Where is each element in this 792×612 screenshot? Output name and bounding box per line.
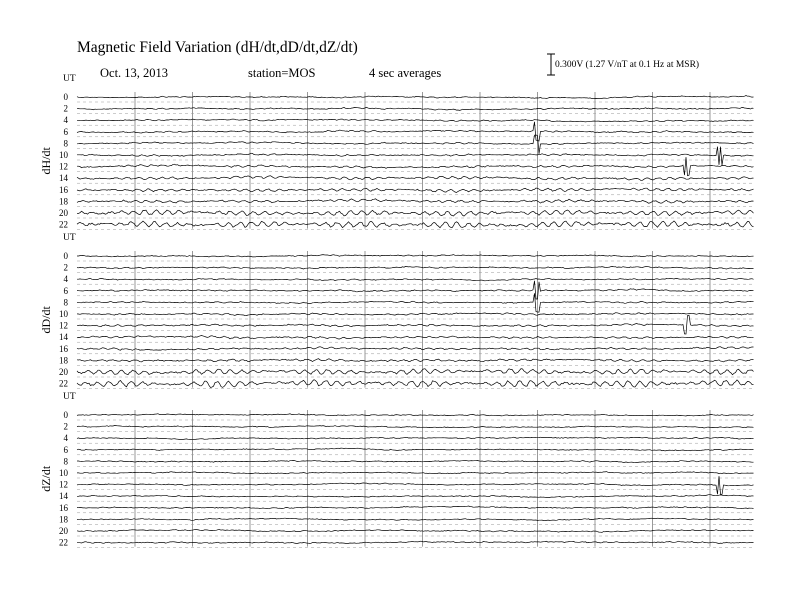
- date-label: Oct. 13, 2013: [100, 66, 169, 80]
- hour-tick-label: 14: [59, 491, 68, 502]
- trace-line: [77, 414, 754, 416]
- page-title: Magnetic Field Variation (dH/dt,dD/dt,dZ/dt): [77, 39, 358, 56]
- trace-line: [77, 199, 754, 203]
- trace-line: [77, 495, 754, 498]
- hour-tick-label: 8: [63, 138, 68, 149]
- hour-tick-label: 6: [63, 444, 68, 455]
- trace-line: [77, 147, 754, 166]
- hour-tick-label: 12: [59, 161, 68, 172]
- time-axis-label: UT: [63, 74, 76, 84]
- trace-line: [77, 448, 754, 451]
- hour-tick-label: 16: [59, 502, 68, 513]
- hour-tick-label: 0: [63, 92, 68, 102]
- hour-tick-label: 14: [59, 332, 68, 343]
- hour-tick-label: 0: [63, 410, 68, 420]
- hour-tick-label: 22: [59, 378, 68, 389]
- hour-tick-label: 18: [59, 514, 68, 525]
- trace-line: [77, 221, 754, 228]
- trace-line: [77, 210, 754, 216]
- trace-line: [77, 135, 754, 154]
- hour-tick-label: 20: [59, 526, 68, 536]
- scale-bar-label: 0.300V (1.27 V/nT at 0.1 Hz at MSR): [555, 60, 700, 70]
- trace-line: [77, 119, 754, 122]
- hour-tick-label: 20: [59, 208, 68, 218]
- trace-line: [77, 255, 754, 257]
- hour-tick-label: 10: [59, 309, 68, 319]
- hour-tick-label: 12: [59, 479, 68, 490]
- trace-line: [77, 472, 754, 474]
- trace-line: [77, 281, 754, 299]
- hour-tick-label: 18: [59, 196, 68, 207]
- time-axis-label: UT: [63, 392, 76, 402]
- trace-line: [77, 293, 754, 312]
- hour-tick-label: 22: [59, 537, 68, 548]
- hour-tick-label: 2: [63, 103, 68, 114]
- hour-tick-label: 16: [59, 343, 68, 354]
- trace-line: [77, 122, 754, 141]
- panel-dH-dt: [39, 74, 754, 230]
- hour-tick-label: 8: [63, 297, 68, 308]
- hour-tick-label: 6: [63, 126, 68, 137]
- scale-bar: [547, 54, 555, 75]
- hour-tick-label: 10: [59, 468, 68, 478]
- trace-line: [77, 266, 754, 269]
- trace-line: [77, 476, 754, 494]
- trace-line: [77, 530, 754, 533]
- trace-line: [77, 437, 754, 440]
- trace-line: [77, 506, 754, 509]
- hour-tick-label: 0: [63, 251, 68, 261]
- hour-tick-label: 12: [59, 320, 68, 331]
- y-axis-label: dZ/dt: [39, 465, 53, 492]
- trace-line: [77, 369, 754, 375]
- averaging-label: 4 sec averages: [369, 66, 442, 80]
- trace-line: [77, 518, 754, 520]
- trace-line: [77, 380, 754, 388]
- trace-line: [77, 460, 754, 462]
- hour-tick-label: 2: [63, 421, 68, 432]
- y-axis-label: dD/dt: [39, 306, 53, 334]
- panel-dD-dt: [39, 233, 754, 389]
- trace-line: [77, 96, 754, 99]
- hour-tick-label: 2: [63, 262, 68, 273]
- hour-tick-label: 18: [59, 355, 68, 366]
- hour-tick-label: 16: [59, 184, 68, 195]
- trace-line: [77, 107, 754, 110]
- trace-line: [77, 426, 754, 429]
- hour-tick-label: 4: [63, 433, 68, 444]
- hour-tick-label: 4: [63, 115, 68, 126]
- trace-line: [77, 315, 754, 334]
- panel-dZ-dt: [39, 392, 754, 548]
- station-label: station=MOS: [248, 66, 316, 80]
- y-axis-label: dH/dt: [39, 147, 53, 175]
- trace-line: [77, 541, 754, 543]
- hour-tick-label: 22: [59, 219, 68, 230]
- trace-line: [77, 347, 754, 351]
- hour-tick-label: 4: [63, 274, 68, 285]
- trace-line: [77, 336, 754, 340]
- time-axis-label: UT: [63, 233, 76, 243]
- hour-tick-label: 10: [59, 150, 68, 160]
- trace-line: [77, 313, 754, 316]
- hour-tick-label: 8: [63, 456, 68, 467]
- hour-tick-label: 6: [63, 285, 68, 296]
- trace-line: [77, 176, 754, 181]
- trace-line: [77, 278, 754, 281]
- hour-tick-label: 20: [59, 367, 68, 377]
- trace-line: [77, 188, 754, 193]
- trace-line: [77, 359, 754, 362]
- hour-tick-label: 14: [59, 173, 68, 184]
